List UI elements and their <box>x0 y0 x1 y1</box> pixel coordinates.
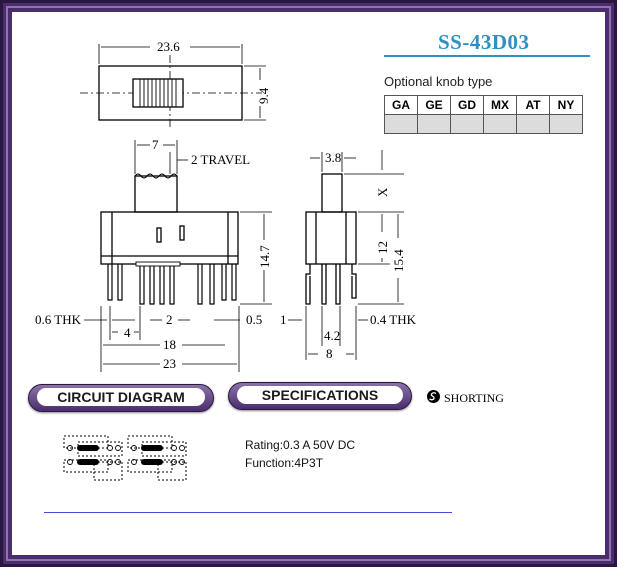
dim-side-thk: 0.4 THK <box>370 312 416 327</box>
dim-thk-left: 0.6 THK <box>35 312 81 327</box>
spec-rating: Rating:0.3 A 50V DC <box>245 438 356 452</box>
circuit-diagram-heading <box>28 384 214 412</box>
spec-function: Function:4P3T <box>245 456 324 470</box>
dim-side-38: 3.8 <box>325 150 342 165</box>
specifications-heading <box>228 382 412 410</box>
shorting-label: SHORTING <box>444 391 504 405</box>
bottom-rule <box>44 512 452 513</box>
dim-top-height: 9.4 <box>256 87 271 104</box>
dim-pitch-05: 0.5 <box>246 312 263 327</box>
dim-top-width: 23.6 <box>157 39 180 54</box>
circuit-schematic <box>64 436 186 480</box>
circuit-diagram-label: CIRCUIT DIAGRAM <box>37 388 205 406</box>
knob-type-mx: MX <box>484 96 517 115</box>
knob-type-ga: GA <box>385 96 418 115</box>
model-number: SS-43D03 <box>438 30 530 54</box>
knob-type-title: Optional knob type <box>384 74 493 89</box>
knob-type-ge: GE <box>418 96 451 115</box>
side-body <box>306 212 356 264</box>
dim-width-23: 23 <box>163 356 176 371</box>
knob-type-ny: NY <box>550 96 583 115</box>
dim-knob-width: 7 <box>152 137 159 152</box>
knob-type-image-row <box>385 115 583 134</box>
dim-side-154: 15.4 <box>391 249 406 272</box>
dim-side-8: 8 <box>326 346 333 361</box>
shorting-icon <box>426 389 441 404</box>
dim-travel: 2 TRAVEL <box>191 152 251 167</box>
dim-side-42: 4.2 <box>324 328 341 343</box>
knob-type-table <box>384 95 583 134</box>
model-underline <box>384 55 590 57</box>
dim-side-1: 1 <box>280 312 287 327</box>
dim-side-12: 12 <box>375 241 390 254</box>
knob-type-header-row <box>385 96 583 115</box>
knob-type-at: AT <box>517 96 550 115</box>
slide-knob-top <box>133 79 183 107</box>
dim-side-x: X <box>375 187 390 197</box>
front-knob <box>135 176 177 212</box>
specifications-label: SPECIFICATIONS <box>237 386 403 404</box>
knob-type-gd: GD <box>451 96 484 115</box>
side-knob <box>322 174 342 212</box>
dim-body-height: 14.7 <box>257 245 272 268</box>
dim-pitch-2: 2 <box>166 312 173 327</box>
dim-span-18: 18 <box>163 337 176 352</box>
dim-pitch-4: 4 <box>124 325 131 340</box>
